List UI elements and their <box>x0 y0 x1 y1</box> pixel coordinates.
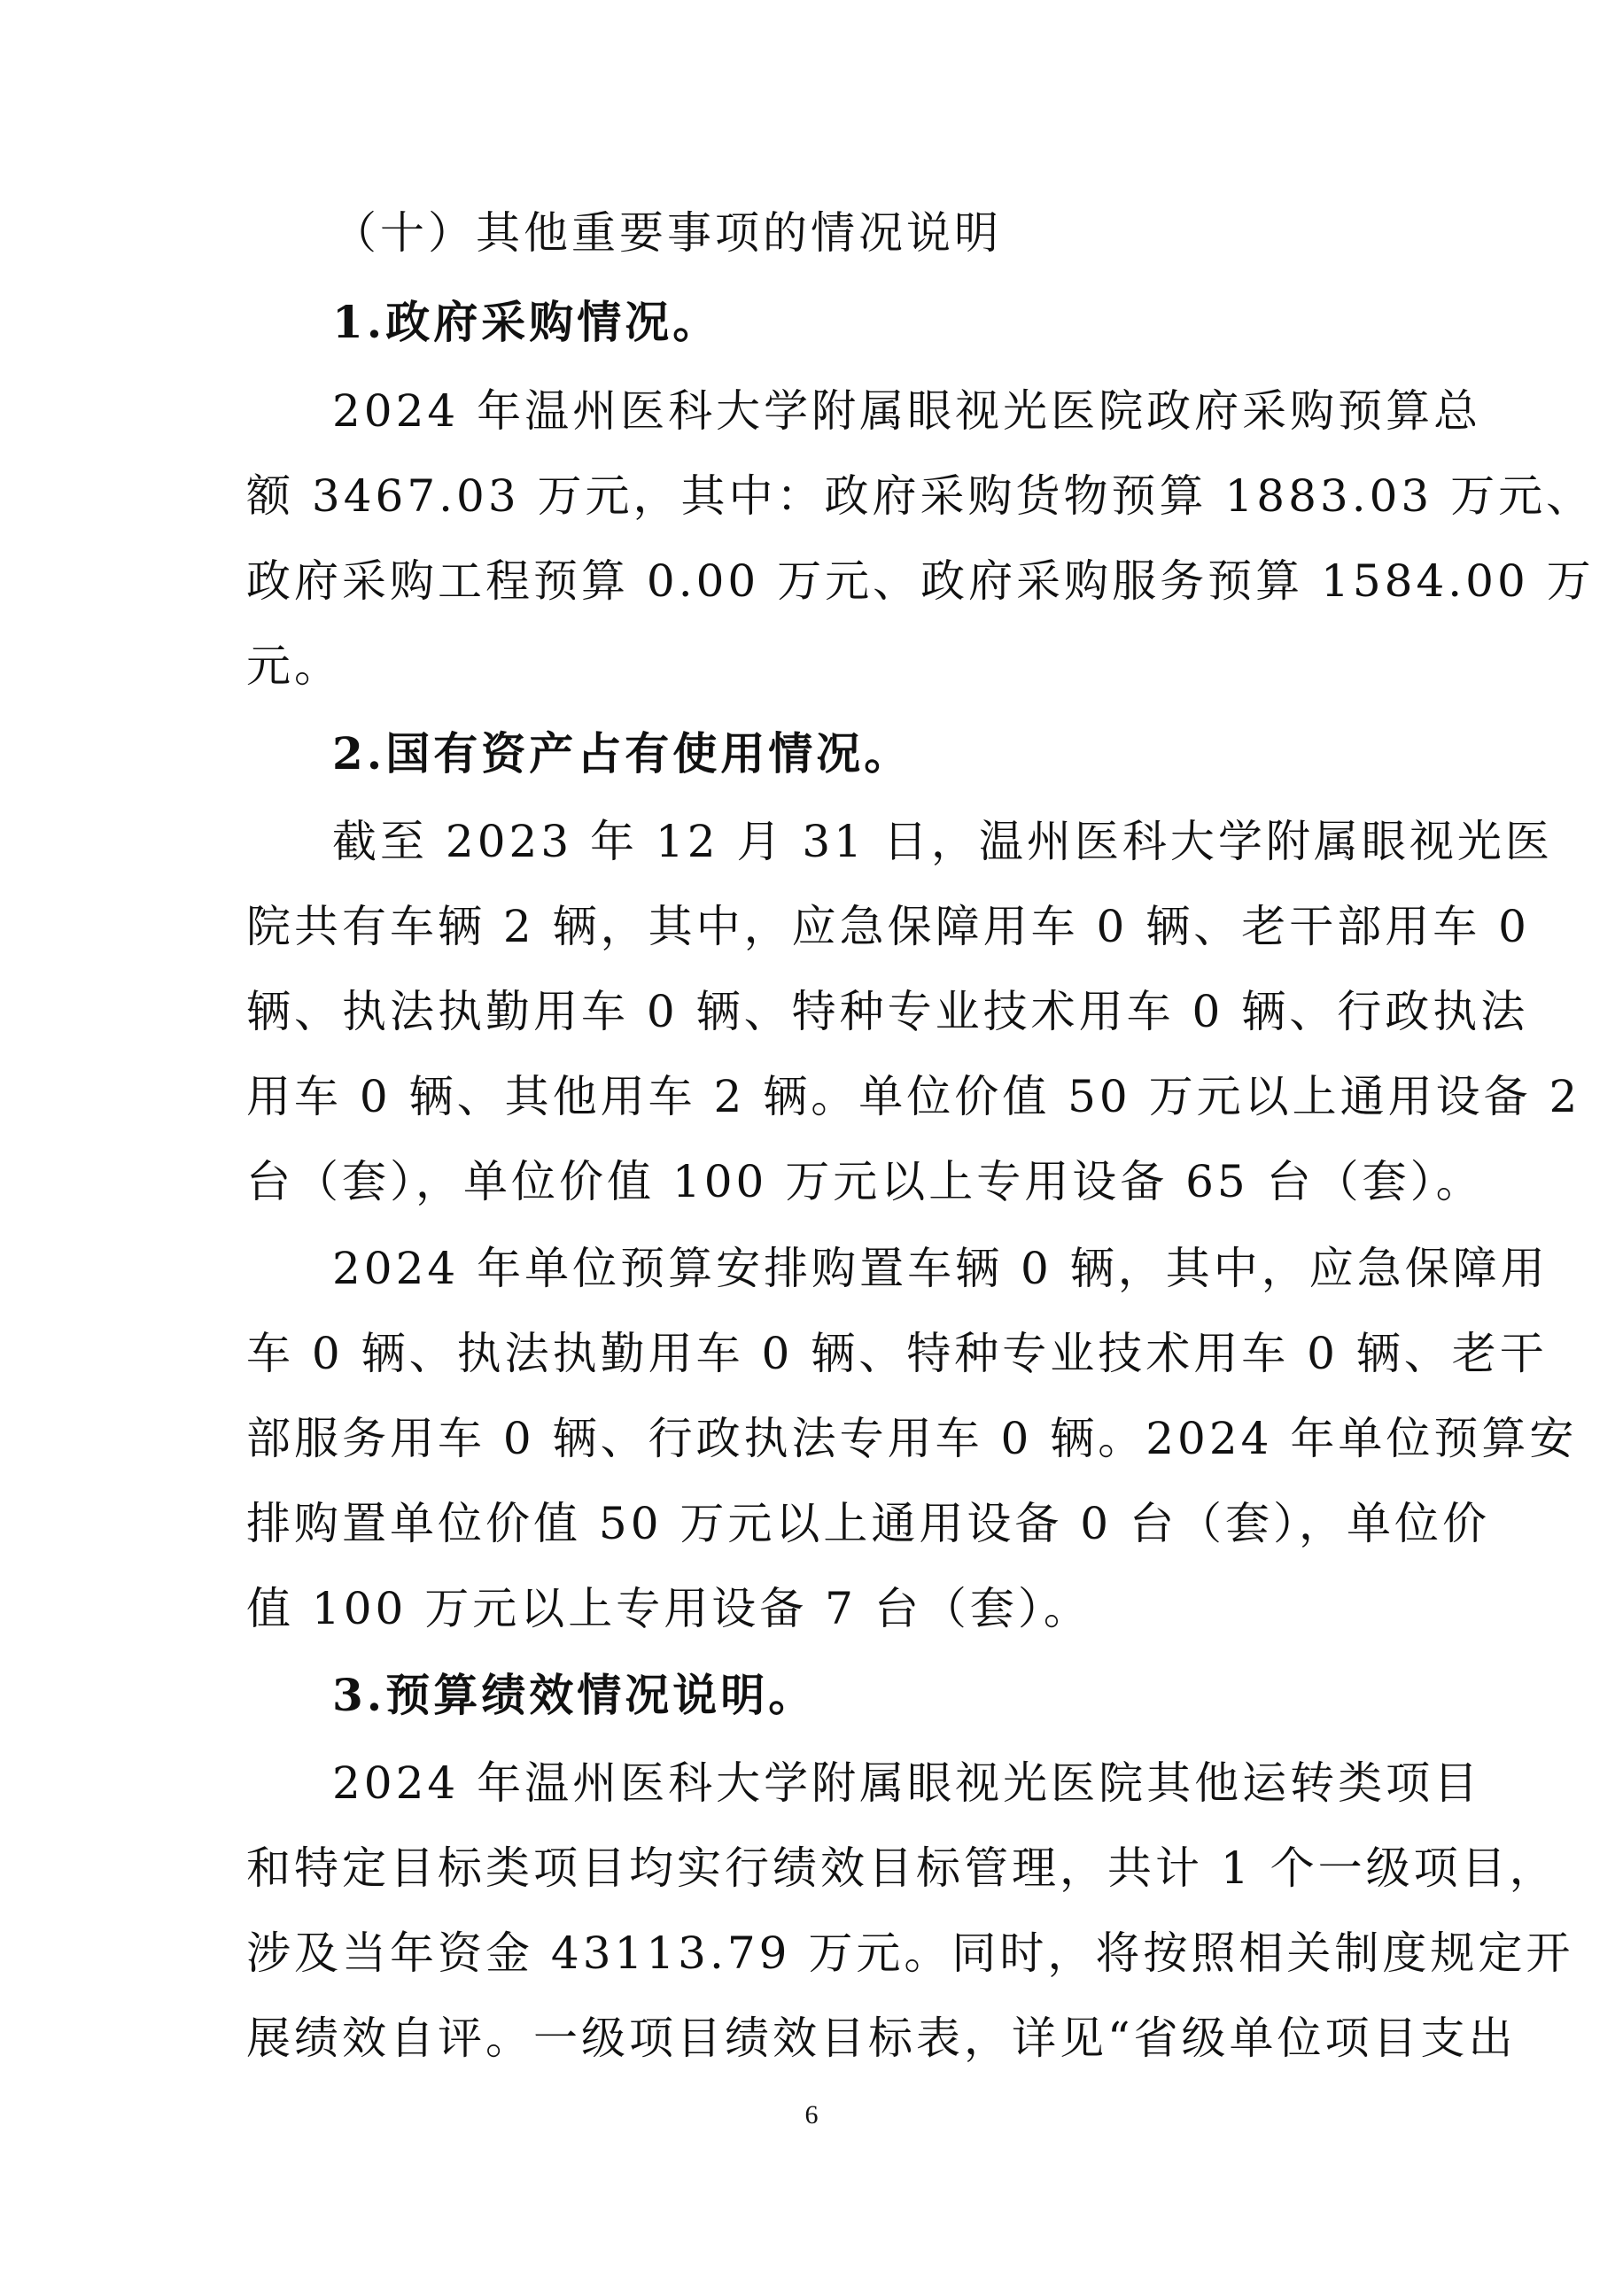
paragraph-line: 和特定目标类项目均实行绩效目标管理，共计 1 个一级项目， <box>246 1842 1557 1894</box>
paragraph-line: 涉及当年资金 43113.79 万元。同时，将按照相关制度规定开 <box>246 1928 1574 1979</box>
paragraph-line: 台（套），单位价值 100 万元以上专用设备 65 台（套）。 <box>246 1156 1484 1207</box>
paragraph-line: 政府采购工程预算 0.00 万元、政府采购服务预算 1584.00 万 <box>246 555 1595 607</box>
paragraph-line: 车 0 辆、执法执勤用车 0 辆、特种专业技术用车 0 辆、老干 <box>246 1328 1548 1379</box>
paragraph-line: 元。 <box>246 640 342 692</box>
paragraph-line: 用车 0 辆、其他用车 2 辆。单位价值 50 万元以上通用设备 2 <box>246 1071 1581 1122</box>
paragraph-line: 院共有车辆 2 辆，其中，应急保障用车 0 辆、老干部用车 0 <box>246 901 1530 952</box>
page-number: 6 <box>804 2100 819 2129</box>
paragraph-line: 辆、执法执勤用车 0 辆、特种专业技术用车 0 辆、行政执法 <box>246 986 1529 1037</box>
paragraph-line: 额 3467.03 万元，其中：政府采购货物预算 1883.03 万元、 <box>246 470 1595 522</box>
paragraph-line: 截至 2023 年 12 月 31 日，温州医科大学附属眼视光医 <box>332 816 1553 867</box>
subsection-heading-assets: 2.国有资产占有使用情况。 <box>332 727 912 780</box>
paragraph-line: 2024 年单位预算安排购置车辆 0 辆，其中，应急保障用 <box>332 1243 1549 1294</box>
paragraph-line: 部服务用车 0 辆、行政执法专用车 0 辆。2024 年单位预算安 <box>246 1413 1578 1464</box>
paragraph-line: 值 100 万元以上专用设备 7 台（套）。 <box>246 1583 1091 1634</box>
paragraph-line: 排购置单位价值 50 万元以上通用设备 0 台（套），单位价 <box>246 1498 1491 1549</box>
subsection-heading-procurement: 1.政府采购情况。 <box>332 296 721 348</box>
paragraph-line: 2024 年温州医科大学附属眼视光医院政府采购预算总 <box>332 385 1482 437</box>
paragraph-line: 展绩效自评。一级项目绩效目标表，详见“省级单位项目支出 <box>246 2013 1517 2064</box>
section-title: （十）其他重要事项的情况说明 <box>332 207 1002 259</box>
subsection-heading-performance: 3.预算绩效情况说明。 <box>332 1669 817 1721</box>
paragraph-line: 2024 年温州医科大学附属眼视光医院其他运转类项目 <box>332 1757 1482 1809</box>
